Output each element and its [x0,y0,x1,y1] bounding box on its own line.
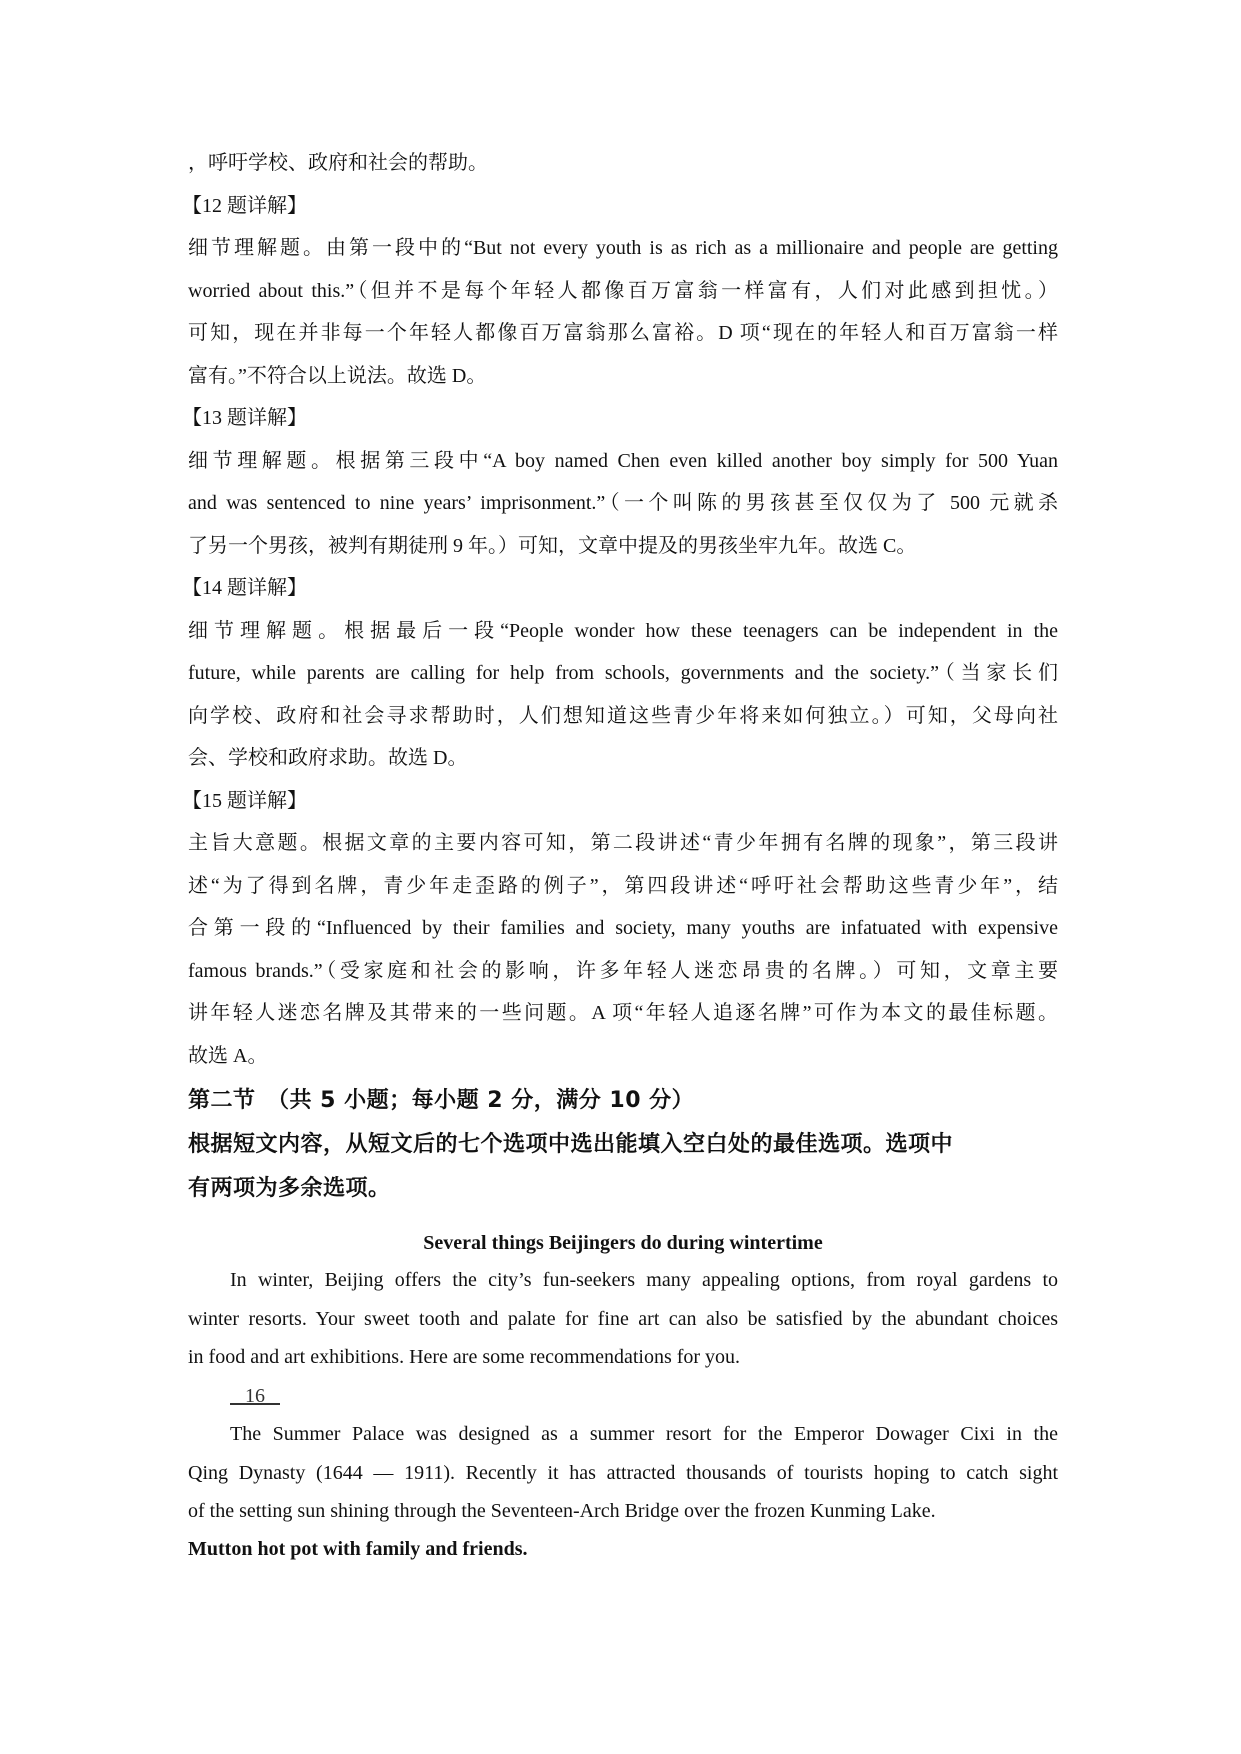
q15-line: 述“为了得到名牌，青少年走歪路的例子”，第四段讲述“呼吁社会帮助这些青少年”，结 [188,874,1058,897]
q14-line: 会、学校和政府求助。故选 D。 [188,747,468,769]
q15-line: 主旨大意题。根据文章的主要内容可知，第二段讲述“青少年拥有名牌的现象”，第三段讲 [188,832,1058,854]
section-instruction: 根据短文内容，从短文后的七个选项中选出能填入空白处的最佳选项。选项中 [188,1132,954,1157]
passage-line: In winter, Beijing offers the city’s fun-seekers many appealing options, from royal gardens to [230,1269,1058,1291]
passage-line: Qing Dynasty (1644 — 1911). Recently it has attracted thousands of tourists hoping to catch sight [188,1461,1058,1484]
passage-line: in food and art exhibitions. Here are some recommendations for you. [188,1346,741,1368]
q12-line: 富有。”不符合以上说法。故选 D。 [188,364,487,387]
q12-line: 可知，现在并非每一个年轻人都像百万富翁那么富裕。D 项“现在的年轻人和百万富翁一样 [188,322,1058,344]
q14-line: 向学校、政府和社会寻求帮助时，人们想知道这些青少年将来如何独立。）可知，父母向社 [188,704,1058,727]
q13-line: 细节理解题。根据第三段中“A boy named Chen even killed another boy simply for 500 Yuan [188,449,1058,472]
q13-line: 了另一个男孩，被判有期徒刑 9 年。）可知，文章中提及的男孩坐牢九年。故选 C。 [188,534,917,557]
q15-line: 讲年轻人迷恋名牌及其带来的一些问题。A 项“年轻人追逐名牌”可作为本文的最佳标题。 [188,1002,1058,1024]
passage-title: Several things Beijingers do during wintertime [423,1232,823,1254]
passage [188,1225,1058,1567]
q15-line: 合第一段的“Influenced by their families and society, many youths are infatuated with expensive [188,917,1058,939]
passage-line: winter resorts. Your sweet tooth and palate for fine art can also be satisfied by the abundant choices [188,1307,1058,1330]
q13-header: 【13 题详解】 [182,407,307,429]
intro-line: ，呼吁学校、政府和社会的帮助。 [188,152,488,174]
q15-header: 【15 题详解】 [182,789,307,812]
section-instruction: 有两项为多余选项。 [188,1176,391,1201]
passage-line: of the setting sun shining through the Seventeen-Arch Bridge over the frozen Kunming Lake. [188,1500,936,1522]
q15-line: 故选 A。 [188,1044,268,1067]
q15-line: famous brands.”（受家庭和社会的影响，许多年轻人迷恋昂贵的名牌。）可知，文章主要 [188,959,1058,982]
q12-header: 【12 题详解】 [182,194,307,217]
q14-line: 细节理解题。根据最后一段“People wonder how these teenagers can be independent in the [188,619,1058,642]
q13-line: and was sentenced to nine years’ imprisonment.”（一个叫陈的男孩甚至仅仅为了 500 元就杀 [188,492,1058,514]
q14-header: 【14 题详解】 [182,577,307,599]
q12-line: 细节理解题。由第一段中的“But not every youth is as rich as a millionaire and people are getting [188,237,1058,259]
q14-line: future, while parents are calling for help from schools, governments and the society.”（当家长们 [188,662,1058,684]
section-title: 第二节 （共 5 小题；每小题 2 分，满分 10 分） [188,1088,695,1113]
document-page [182,142,1058,1567]
q12-line: worried about this.”（但并不是每个年轻人都像百万富翁一样富有，人们对此感到担忧。） [188,279,1058,302]
passage-line: The Summer Palace was designed as a summer resort for the Emperor Dowager Cixi in the [230,1423,1058,1445]
passage-subheading: Mutton hot pot with family and friends. [188,1537,528,1560]
blank-16: 16 [230,1384,280,1407]
